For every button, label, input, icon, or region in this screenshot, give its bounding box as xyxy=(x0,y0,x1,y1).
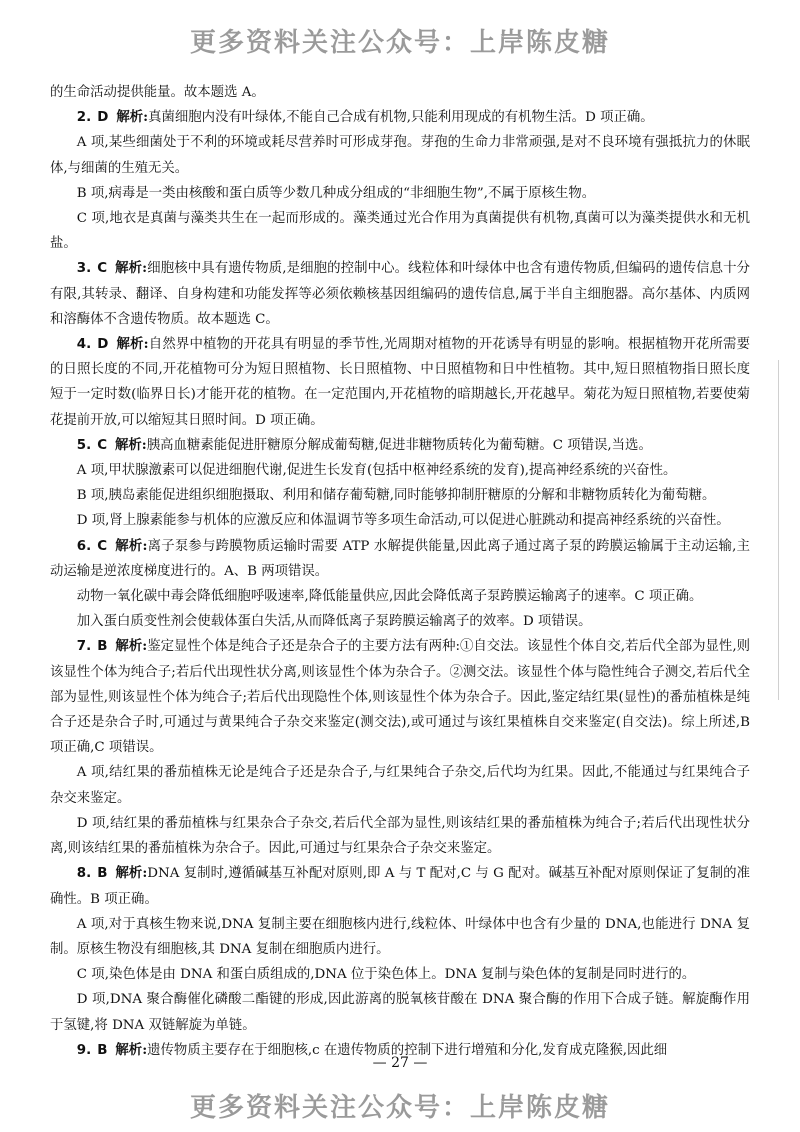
question-number: 6. xyxy=(76,538,92,554)
answer-letter: D xyxy=(97,337,109,353)
paragraph: A 项,甲状腺激素可以促进细胞代谢,促进生长发育(包括中枢神经系统的发育),提高神经系统的兴奋性。 xyxy=(76,463,677,479)
analysis-label: 解析: xyxy=(115,436,147,453)
question-5: 5. C 解析:胰高血糖素能促进肝糖原分解成葡萄糖,促进非糖物质转化为葡萄糖。C 项错误,当选。 xyxy=(76,436,652,453)
paragraph: D 项,肾上腺素能参与机体的应激反应和体温调节等多项生命活动,可以促进心脏跳动和提高神经系统的兴奋性。 xyxy=(76,513,730,529)
analysis-label: 解析: xyxy=(115,1041,148,1058)
answer-letter: C xyxy=(97,437,108,453)
question-number: 3. xyxy=(76,261,92,277)
answer-letter: D xyxy=(97,110,109,126)
question-number: 2. xyxy=(76,110,92,126)
question-3: 3. C 解析:细胞核中具有遗传物质,是细胞的控制中心。线粒体和叶绿体中也含有遗传物质,但编码的遗传信息十分有限,其转录、翻译、自身构建和功能发挥等必须依赖核基因组编码的遗传信息,属于半自主细胞器。高尔基体、内质网和溶酶体不含遗传物质。故本题选 C。 xyxy=(50,260,750,327)
analysis-label: 解析: xyxy=(115,537,148,554)
question-number: 7. xyxy=(76,639,92,655)
paragraph: A 项,结红果的番茄植株无论是纯合子还是杂合子,与红果纯合子杂交,后代均为红果。因此,不能通过与红果纯合子杂交来鉴定。 xyxy=(50,765,750,806)
question-number: 5. xyxy=(76,437,92,453)
question-4: 4. D 解析:自然界中植物的开花具有明显的季节性,光周期对植物的开花诱导有明显的影响。根据植物开花所需要的日照长度的不同,开花植物可分为短日照植物、长日照植物、中日照植物和日中性植物。其中,短日照植物指日照长度短于一定时数(临界日长)才能开花的植物。在一定范围内,开花植物的暗期越长,开花越早。菊花为短日照植物,若要使菊花提前开放,可以缩短其日照时间。D 项正确。 xyxy=(50,336,750,428)
watermark-top: 更多资料关注公众号：上岸陈皮糖 xyxy=(189,28,610,58)
paragraph: A 项,对于真核生物来说,DNA 复制主要在细胞核内进行,线粒体、叶绿体中也含有少量的 DNA,也能进行 DNA 复制。原核生物没有细胞核,其 DNA 复制在细胞质内进行。 xyxy=(50,916,750,957)
question-9: 9. B 解析:遗传物质主要存在于细胞核,c 在遗传物质的控制下进行增殖和分化,发育成克隆猴,因此细 xyxy=(76,1041,668,1058)
question-number: 4. xyxy=(76,337,92,353)
question-7: 7. B 解析:鉴定显性个体是纯合子还是杂合子的主要方法有两种:①自交法。该显性个体自交,若后代全部为显性,则该显性个体为纯合子;若后代出现性状分离,则该显性个体为杂合子。②测交法。该显性个体与隐性纯合子测交,若后代全部为显性,则该显性个体为纯合子;若后代出现隐性个体,则该显性个体为杂合子。因此,鉴定结红果(显性)的番茄植株是纯合子还是杂合子时,可通过与黄果纯合子杂交来鉴定(测交法),或可通过与该红果植株自交来鉴定(自交法)。综上所述,B 项正确,C 项错误。 xyxy=(50,638,750,756)
analysis-label: 解析: xyxy=(116,109,149,126)
analysis-label: 解析: xyxy=(116,336,149,353)
answer-letter: B xyxy=(97,639,108,655)
paragraph: 加入蛋白质变性剂会使载体蛋白失活,从而降低离子泵跨膜运输离子的效率。D 项错误。 xyxy=(76,614,592,630)
analysis-label: 解析: xyxy=(115,865,148,882)
watermark-bottom: 更多资料关注公众号：上岸陈皮糖 xyxy=(189,1093,610,1123)
answer-explanations xyxy=(50,80,750,1063)
paragraph: C 项,地衣是真菌与藻类共生在一起而形成的。藻类通过光合作用为真菌提供有机物,真菌可以为藻类提供水和无机盐。 xyxy=(50,211,750,252)
answer-letter: C xyxy=(97,538,108,554)
paragraph: 动物一氧化碳中毒会降低细胞呼吸速率,降低能量供应,因此会降低离子泵跨膜运输离子的速率。C 项正确。 xyxy=(76,589,703,605)
paragraph: A 项,某些细菌处于不利的环境或耗尽营养时可形成芽孢。芽孢的生命力非常顽强,是对不良环境有强抵抗力的休眠体,与细菌的生殖无关。 xyxy=(50,135,750,176)
question-6: 6. C 解析:离子泵参与跨膜物质运输时需要 ATP 水解提供能量,因此离子通过离子泵的跨膜运输属于主动运输,主动运输是逆浓度梯度进行的。A、B 两项错误。 xyxy=(50,537,750,579)
paragraph: C 项,染色体是由 DNA 和蛋白质组成的,DNA 位于染色体上。DNA 复制与染色体的复制是同时进行的。 xyxy=(76,967,696,983)
question-8: 8. B 解析:DNA 复制时,遵循碱基互补配对原则,即 A 与 T 配对,C 与 G 配对。碱基互补配对原则保证了复制的准确性。B 项正确。 xyxy=(50,865,750,907)
paragraph: B 项,病毒是一类由核酸和蛋白质等少数几种成分组成的“非细胞生物”,不属于原核生物。 xyxy=(76,185,596,201)
question-number: 8. xyxy=(76,866,92,882)
paragraph: B 项,胰岛素能促进组织细胞摄取、利用和储存葡萄糖,同时能够抑制肝糖原的分解和非糖物质转化为葡萄糖。 xyxy=(76,488,716,504)
page-number: — 27 — xyxy=(372,1055,428,1071)
paragraph: D 项,DNA 聚合酶催化磷酸二酯键的形成,因此游离的脱氧核苷酸在 DNA 聚合酶的作用下合成子链。解旋酶作用于氢键,将 DNA 双链解旋为单链。 xyxy=(50,992,750,1033)
paragraph-continuation: 的生命活动提供能量。故本题选 A。 xyxy=(50,85,265,100)
paragraph: D 项,结红果的番茄植株与红果杂合子杂交,若后代全部为显性,则该结红果的番茄植株为纯合子;若后代出现性状分离,则该结红果的番茄植株为杂合子。因此,可通过与红果杂合子杂交来鉴定。 xyxy=(50,815,750,857)
answer-letter: B xyxy=(97,866,108,882)
scan-artifact-line xyxy=(778,360,779,700)
answer-letter: B xyxy=(97,1042,108,1058)
analysis-label: 解析: xyxy=(115,638,148,655)
answer-letter: C xyxy=(97,261,108,277)
question-number: 9. xyxy=(76,1042,92,1058)
question-2: 2. D 解析:真菌细胞内没有叶绿体,不能自己合成有机物,只能利用现成的有机物生活。D 项正确。 xyxy=(76,109,654,126)
analysis-label: 解析: xyxy=(115,260,148,277)
